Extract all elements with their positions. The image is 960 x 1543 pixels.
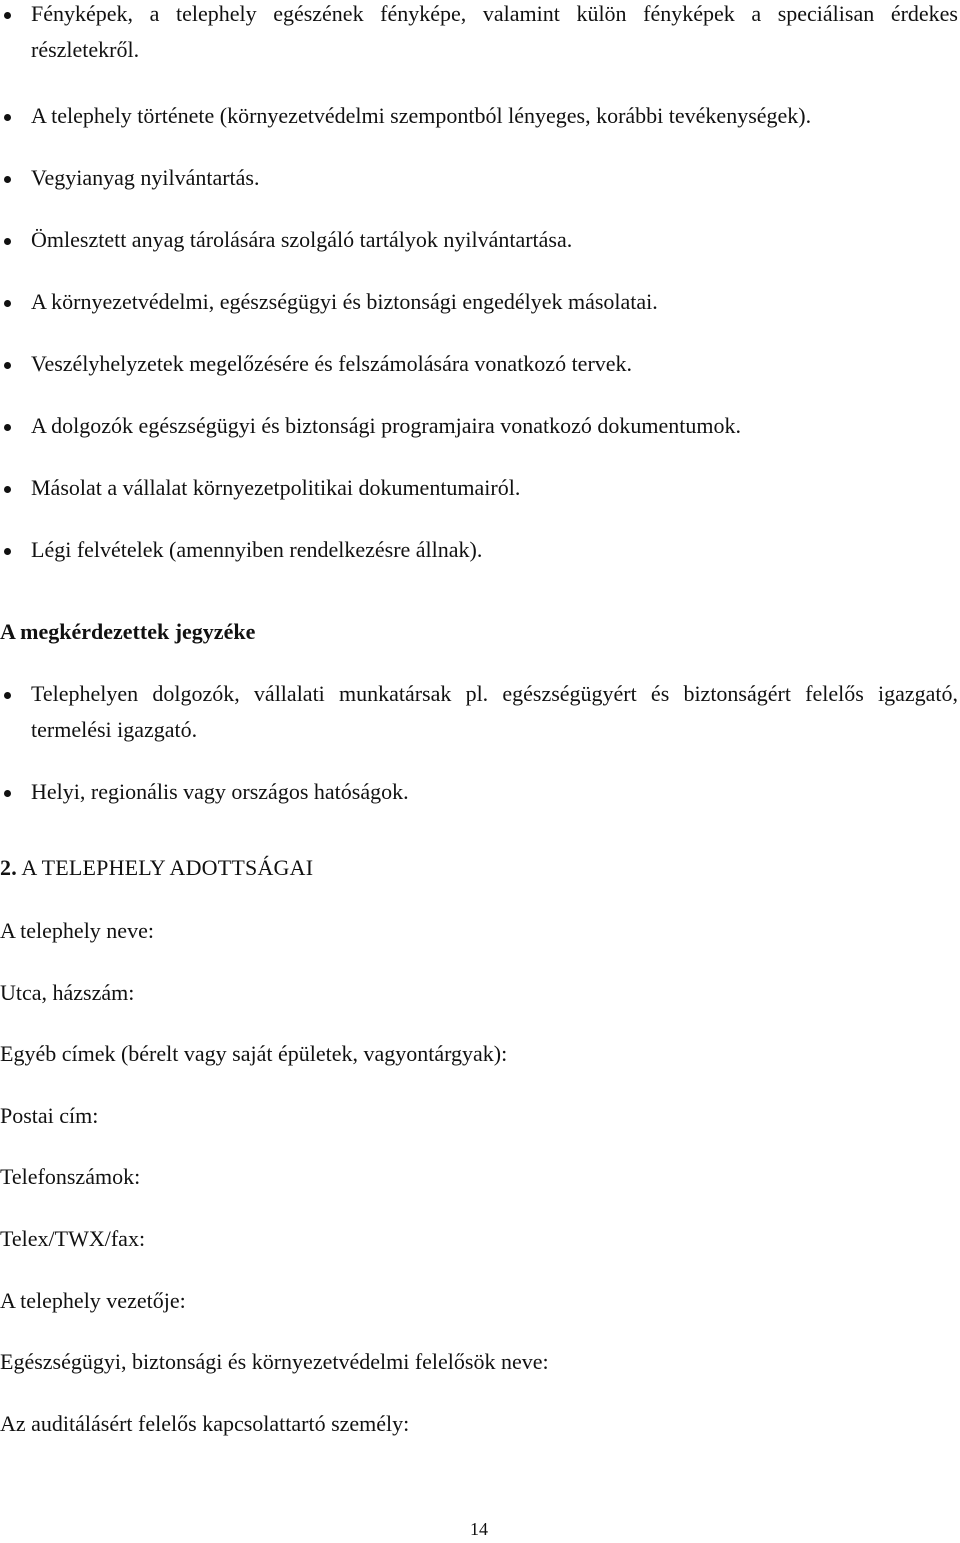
section-heading [0, 853, 313, 883]
list-item [0, 160, 958, 196]
bullet-icon [4, 790, 11, 797]
list-item-text: Ömlesztett anyag tárolására szolgáló tartályok nyilvántartása. [31, 227, 573, 252]
list-item [0, 222, 958, 258]
field-phone-numbers: Telefonszámok: [0, 1164, 141, 1189]
field-postal-address: Postai cím: [0, 1103, 99, 1128]
section-title: A TELEPHELY ADOTTSÁGAI [21, 855, 314, 880]
list-item [0, 676, 958, 748]
list-item [0, 284, 958, 320]
page-number: 14 [470, 1519, 488, 1539]
list-item-text: Másolat a vállalat környezetpolitikai dokumentumairól. [31, 475, 521, 500]
field-ehs-officers: Egészségügyi, biztonsági és környezetvédelmi felelősök neve: [0, 1349, 549, 1374]
list-item-text: A dolgozók egészségügyi és biztonsági programjaira vonatkozó dokumentumok. [31, 413, 741, 438]
list-item [0, 346, 958, 382]
list-item-text: A környezetvédelmi, egészségügyi és biztonsági engedélyek másolatai. [31, 289, 658, 314]
bullet-icon [4, 424, 11, 431]
bullet-icon [4, 548, 11, 555]
bullet-icon [4, 176, 11, 183]
bullet-icon [4, 486, 11, 493]
interviewees-heading: A megkérdezettek jegyzéke [0, 619, 256, 644]
attachments-list [0, 0, 958, 594]
bullet-icon [4, 692, 11, 699]
field-site-name: A telephely neve: [0, 918, 154, 943]
bullet-icon [4, 300, 11, 307]
list-item-text: A telephely története (környezetvédelmi szempontból lényeges, korábbi tevékenységek). [31, 103, 812, 128]
list-item [0, 408, 958, 444]
list-item [0, 0, 958, 68]
field-audit-contact: Az auditálásért felelős kapcsolattartó személy: [0, 1411, 410, 1436]
list-item [0, 98, 958, 134]
list-item [0, 470, 958, 506]
list-item-text: Telephelyen dolgozók, vállalati munkatársak pl. egészségügyért és biztonságért felelős igazgató, termelési igazgató. [31, 681, 958, 742]
list-item-text: Vegyianyag nyilvántartás. [31, 165, 260, 190]
interviewees-list [0, 676, 958, 836]
list-item-text: Helyi, regionális vagy országos hatóságok. [31, 779, 409, 804]
field-other-addresses: Egyéb címek (bérelt vagy saját épületek, vagyontárgyak): [0, 1041, 508, 1066]
section-number: 2. [0, 855, 17, 880]
list-item-text: Veszélyhelyzetek megelőzésére és felszámolására vonatkozó tervek. [31, 351, 633, 376]
field-site-manager: A telephely vezetője: [0, 1288, 186, 1313]
bullet-icon [4, 362, 11, 369]
list-item-text: Légi felvételek (amennyiben rendelkezésre állnak). [31, 537, 483, 562]
list-item [0, 774, 958, 810]
bullet-icon [4, 238, 11, 245]
list-item [0, 532, 958, 568]
field-telex-fax: Telex/TWX/fax: [0, 1226, 146, 1251]
list-item-text: Fényképek, a telephely egészének fényképe, valamint külön fényképek a speciálisan érdekes részletekről. [31, 1, 958, 62]
bullet-icon [4, 12, 11, 19]
bullet-icon [4, 114, 11, 121]
field-street-address: Utca, házszám: [0, 980, 135, 1005]
